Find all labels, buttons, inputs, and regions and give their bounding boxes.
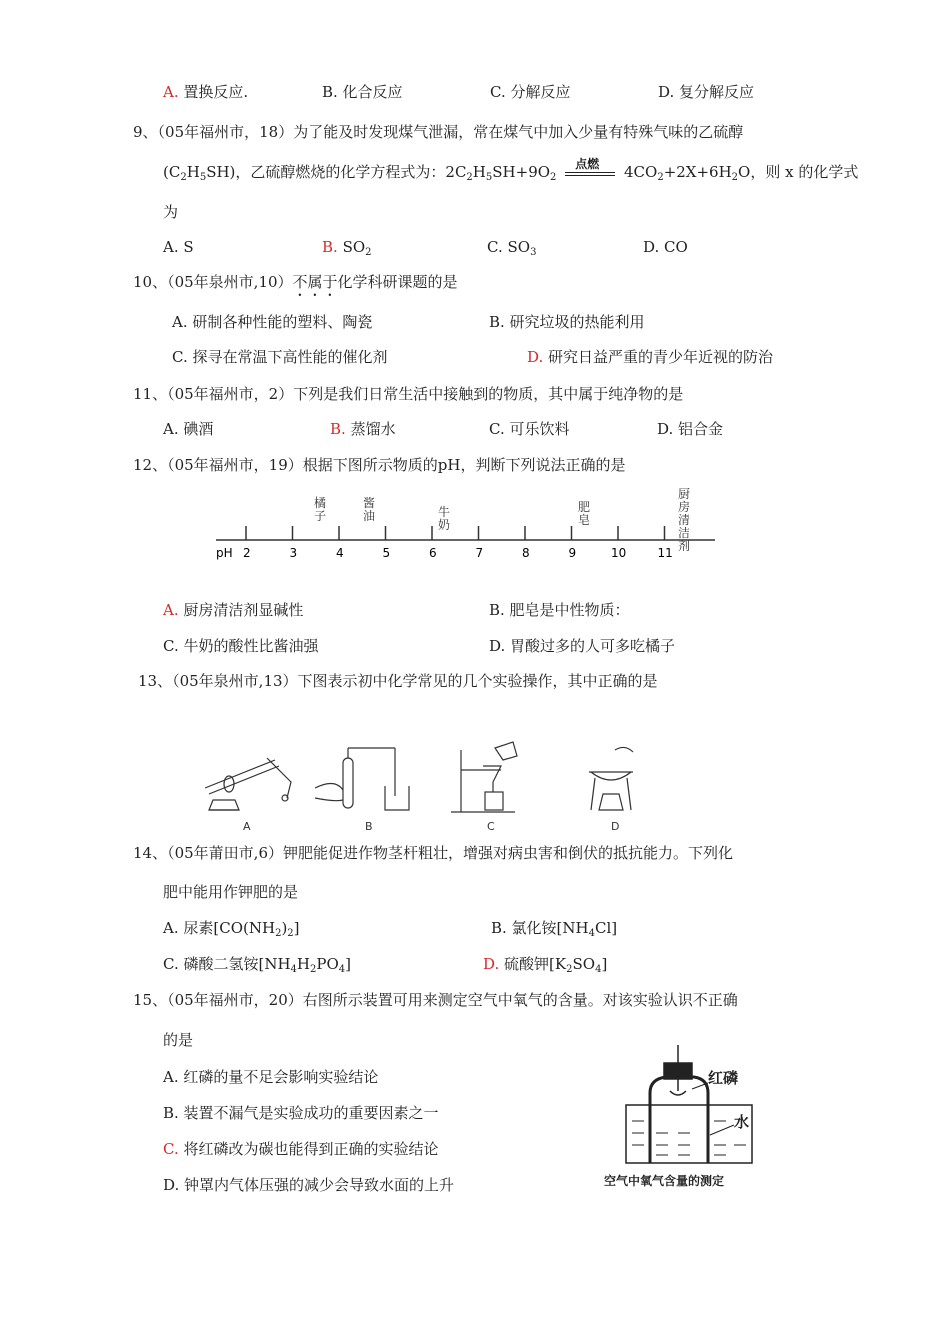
ph-tick-label: 9 bbox=[568, 546, 577, 560]
q8-option-c: C. 分解反应 bbox=[490, 83, 571, 101]
figure-label-c: C bbox=[487, 820, 495, 833]
q13-stem: 13、（05年泉州市,13）下图表示初中化学常见的几个实验操作，其中正确的是 bbox=[138, 672, 658, 690]
q11-option-d: D. 铝合金 bbox=[657, 420, 724, 438]
q9-option-b: B. $SO_2$ bbox=[322, 238, 372, 258]
ph-item-soy-sauce: 酱油 bbox=[363, 496, 376, 523]
operation-c-illustration bbox=[451, 742, 517, 812]
q9-option-a: A. S bbox=[163, 238, 194, 256]
reaction-condition: 点燃 bbox=[561, 162, 619, 182]
q12-option-b: B. 肥皂是中性物质： bbox=[489, 601, 630, 619]
ph-item-orange: 橘子 bbox=[314, 496, 327, 523]
lab-operations-figure bbox=[195, 738, 665, 834]
q12-stem: 12、（05年福州市，19）根据下图所示物质的pH，判断下列说法正确的是 bbox=[133, 456, 626, 474]
q11-option-b: B. 蒸馏水 bbox=[330, 420, 396, 438]
q15-stem-line2: 的是 bbox=[163, 1031, 194, 1049]
q14-stem-line1: 14、（05年莆田市,6）钾肥能促进作物茎杆粗壮，增强对病虫害和倒伏的抵抗能力。下列化 bbox=[133, 844, 733, 862]
ph-tick-label: 3 bbox=[289, 546, 298, 560]
q15-option-a: A. 红磷的量不足会影响实验结论 bbox=[163, 1068, 379, 1086]
q10-stem: 10、（05年泉州市,10）不属于化学科研课题的是 bbox=[133, 273, 458, 291]
q8-options bbox=[163, 82, 248, 102]
q11-stem: 11、（05年福州市，2）下列是我们日常生活中接触到的物质，其中属于纯净物的是 bbox=[133, 385, 684, 403]
q10-option-d: D. 研究日益严重的青少年近视的防治 bbox=[527, 348, 774, 366]
q15-option-b: B. 装置不漏气是实验成功的重要因素之一 bbox=[163, 1104, 439, 1122]
q9-option-c: C. $SO_3$ bbox=[487, 238, 537, 258]
q9-stem-line3: 为 bbox=[163, 203, 179, 221]
q9-option-d: D. CO bbox=[643, 238, 688, 256]
q10-option-b: B. 研究垃圾的热能利用 bbox=[489, 313, 645, 331]
q8-option-d: D. 复分解反应 bbox=[658, 83, 755, 101]
ph-tick-label: 7 bbox=[475, 546, 484, 560]
q15-option-c: C. 将红磷改为碳也能得到正确的实验结论 bbox=[163, 1140, 439, 1158]
q12-option-c: C. 牛奶的酸性比酱油强 bbox=[163, 637, 319, 655]
ph-item-milk: 牛奶 bbox=[438, 505, 451, 532]
q15-stem-line1: 15、（05年福州市，20）右图所示装置可用来测定空气中氧气的含量。对该实验认识不正确 bbox=[133, 991, 738, 1009]
q8-option-b: B. 化合反应 bbox=[322, 83, 403, 101]
q10-option-a: A. 研制各种性能的塑料、陶瓷 bbox=[172, 313, 373, 331]
q14-stem-line2: 肥中能用作钾肥的是 bbox=[163, 883, 299, 901]
ph-label: pH bbox=[216, 546, 233, 560]
emphasis-text: 不属于 bbox=[292, 273, 338, 291]
ph-tick-label: 8 bbox=[522, 546, 530, 560]
ph-scale-figure bbox=[210, 488, 720, 570]
ph-item-soap: 肥皂 bbox=[578, 500, 591, 527]
q15-option-d: D. 钟罩内气体压强的减少会导致水面的上升 bbox=[163, 1176, 455, 1194]
q14-option-c: C. 磷酸二氢铵$[NH_4H_2PO_4]$ bbox=[163, 955, 352, 975]
q8-option-a: 置换反应. bbox=[183, 83, 249, 101]
operation-d-illustration bbox=[589, 747, 633, 810]
label-red-phosphorus: 红磷 bbox=[708, 1069, 739, 1087]
q10-option-c: C. 探寻在常温下高性能的催化剂 bbox=[172, 348, 388, 366]
q14-option-a: A. 尿素$[CO(NH_2)_2]$ bbox=[163, 919, 300, 939]
oxygen-measurement-apparatus bbox=[598, 1045, 768, 1195]
operation-a-illustration bbox=[205, 758, 291, 810]
ph-tick-label: 10 bbox=[611, 546, 627, 560]
q11-option-a: A. 碘酒 bbox=[163, 420, 214, 438]
ph-tick-label: 4 bbox=[336, 546, 344, 560]
figure-caption: 空气中氧气含量的测定 bbox=[604, 1174, 725, 1188]
q11-option-c: C. 可乐饮料 bbox=[489, 420, 570, 438]
q12-option-d: D. 胃酸过多的人可多吃橘子 bbox=[489, 637, 676, 655]
q14-option-d: D. 硫酸钾$[K_2SO_4]$ bbox=[483, 955, 608, 975]
ph-tick-label: 5 bbox=[382, 546, 391, 560]
figure-label-a: A bbox=[243, 820, 251, 833]
ph-tick-label: 2 bbox=[243, 546, 251, 560]
ph-tick-label: 6 bbox=[429, 546, 437, 560]
label-water: 水 bbox=[734, 1113, 750, 1131]
q9-stem-line2: $(C_2H_5SH)$，乙硫醇燃烧的化学方程式为：$2C_2H_5SH+9O_2$ 点燃 $4CO_2+2X+6H_2O$，则 x 的化学式 bbox=[163, 157, 859, 183]
q12-option-a: A. 厨房清洁剂显碱性 bbox=[163, 601, 304, 619]
figure-label-b: B bbox=[365, 820, 373, 833]
ph-item-kitchen-cleaner: 厨房清洁剂 bbox=[678, 488, 691, 553]
ph-tick-label: 11 bbox=[657, 546, 673, 560]
q14-option-b: B. 氯化铵$[NH_4Cl]$ bbox=[491, 919, 618, 939]
q9-stem-line1: 9、（05年福州市，18）为了能及时发现煤气泄漏，常在煤气中加入少量有特殊气味的乙硫醇 bbox=[133, 123, 744, 141]
operation-b-illustration bbox=[315, 748, 409, 810]
q8-answer-letter: A. bbox=[163, 83, 179, 101]
figure-label-d: D bbox=[611, 820, 620, 833]
